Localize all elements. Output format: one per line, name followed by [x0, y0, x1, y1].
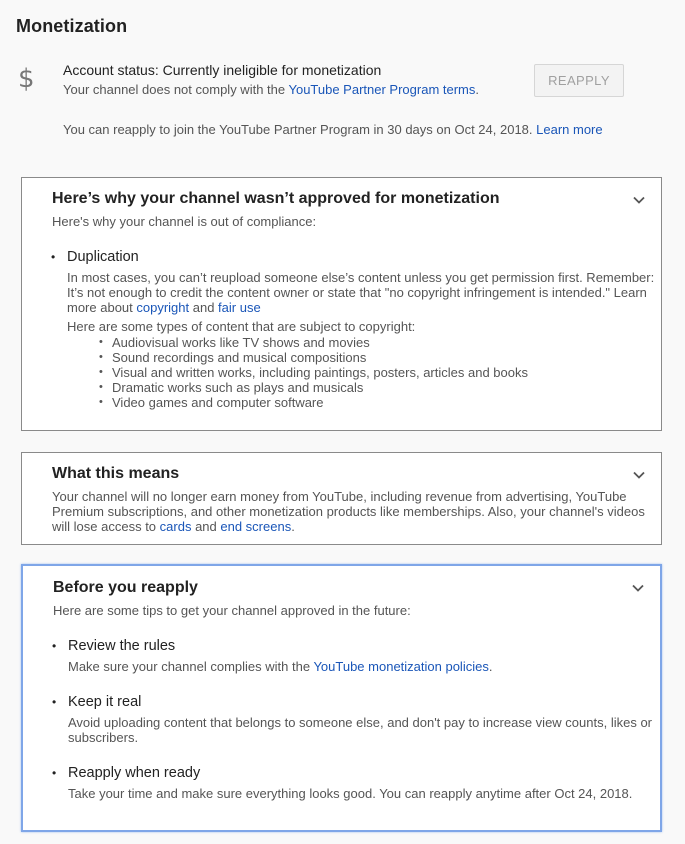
- list-item: • Dramatic works such as plays and musicals: [96, 380, 528, 395]
- fair-use-link[interactable]: fair use: [218, 300, 261, 315]
- monetization-policies-link[interactable]: YouTube monetization policies: [313, 659, 489, 674]
- what-this-means-text: [52, 489, 652, 534]
- learn-more-link[interactable]: Learn more: [536, 122, 603, 137]
- reapply-note: [63, 122, 603, 137]
- keep-it-real-text: Avoid uploading content that belongs to someone else, and don't pay to increase view counts, likes or subscribers.: [68, 715, 653, 745]
- chevron-down-icon[interactable]: [630, 580, 646, 596]
- list-item: • Sound recordings and musical compositions: [96, 350, 528, 365]
- bullet-label: Duplication: [67, 249, 139, 265]
- card-title[interactable]: Before you reapply: [53, 579, 198, 596]
- tip-suffix: .: [488, 659, 493, 674]
- reapply-note-text: You can reapply to join the YouTube Partner Program in 30 days on Oct 24, 2018.: [63, 122, 537, 137]
- content-types-list: [96, 335, 528, 410]
- bullet-duplication: [52, 249, 139, 265]
- chevron-down-icon[interactable]: [631, 192, 647, 208]
- chevron-down-icon[interactable]: [631, 467, 647, 483]
- bullet-reapply-when-ready: [53, 765, 200, 781]
- bullet-label: Reapply when ready: [68, 765, 201, 781]
- status-description: [63, 82, 479, 97]
- reapply-when-ready-text: Take your time and make sure everything looks good. You can reapply anytime after Oct 24, 2018.: [68, 786, 633, 801]
- tip-text: Make sure your channel complies with the: [68, 659, 314, 674]
- list-item: • Visual and written works, including paintings, posters, articles and books: [96, 365, 528, 380]
- copyright-link[interactable]: copyright: [136, 300, 190, 315]
- card-title[interactable]: Here’s why your channel wasn’t approved for monetization: [52, 190, 500, 207]
- cards-link[interactable]: cards: [159, 519, 192, 534]
- card-subtitle: Here's why your channel is out of compliance:: [52, 214, 317, 229]
- card-what-this-means: [21, 452, 662, 545]
- types-intro: Here are some types of content that are subject to copyright:: [67, 319, 416, 334]
- card-title[interactable]: What this means: [52, 465, 180, 482]
- list-item: • Video games and computer software: [96, 395, 528, 410]
- account-status: Account status: Currently ineligible for monetization: [63, 62, 382, 78]
- dollar-icon: $: [18, 64, 35, 94]
- card-subtitle: Here are some tips to get your channel approved in the future:: [53, 603, 411, 618]
- duplication-description: [67, 270, 657, 315]
- bullet-keep-it-real: [53, 694, 141, 710]
- status-description-suffix: .: [475, 82, 480, 97]
- status-description-text: Your channel does not comply with the: [63, 82, 289, 97]
- and-text: and: [191, 519, 221, 534]
- reapply-button[interactable]: REAPPLY: [534, 64, 624, 97]
- duplication-text: In most cases, you can’t reupload someone else’s content unless you get permission first. Remember: It’s not enough to credit the content owner or state that "no copyright infringement is intended." Learn more about: [67, 270, 655, 315]
- and-text: and: [189, 300, 219, 315]
- means-suffix: .: [291, 519, 295, 534]
- card-before-you-reapply: [21, 564, 662, 832]
- bullet-review-rules: [53, 638, 175, 654]
- partner-program-terms-link[interactable]: YouTube Partner Program terms: [288, 82, 476, 97]
- bullet-label: Review the rules: [68, 638, 176, 654]
- bullet-label: Keep it real: [68, 694, 142, 710]
- means-text: Your channel will no longer earn money from YouTube, including revenue from advertising, YouTube Premium subscriptions, and other monetization products like memberships. Also, your channel's videos will lose access to: [52, 489, 645, 534]
- list-item: • Audiovisual works like TV shows and movies: [96, 335, 528, 350]
- card-why-not-approved: [21, 177, 662, 431]
- page-title: Monetization: [16, 16, 128, 36]
- end-screens-link[interactable]: end screens: [220, 519, 292, 534]
- review-rules-text: [68, 659, 658, 674]
